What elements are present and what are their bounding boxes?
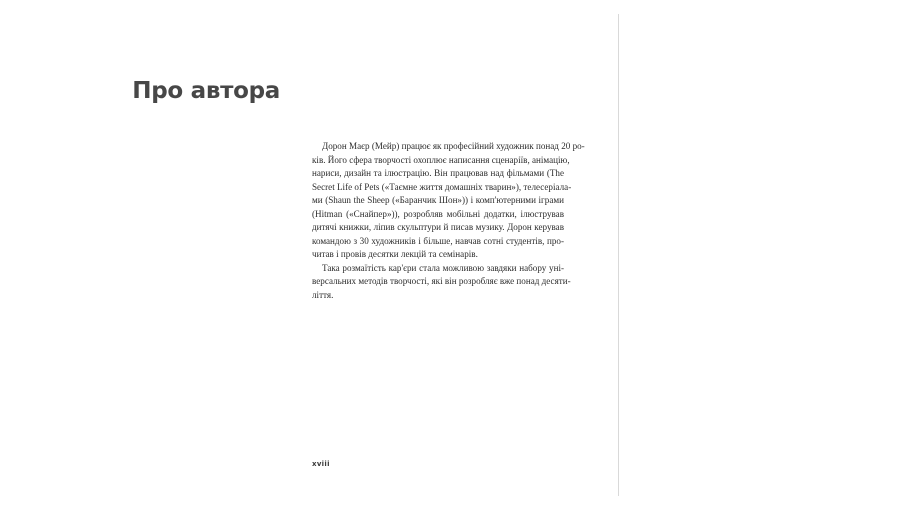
- text-line: Така розмаїтість кар'єри стала можливою завдяки набору уні-: [322, 262, 564, 273]
- text-line: дитячі книжки, ліпив скульптури й писав музику. Дорон керував: [312, 222, 564, 232]
- text-line: Дорон Маєр (Мейр) працює як професійний художник понад 20 ро-: [322, 141, 585, 151]
- paragraph-1: [312, 140, 585, 262]
- text-line: ліття.: [312, 289, 334, 300]
- page-number: xviii: [312, 460, 330, 468]
- text-line: ми (Shaun the Sheep («Баранчик Шон»)) і комп'ютерними іграми: [312, 195, 564, 205]
- text-line: Secret Life of Pets («Таємне життя домашніх тварин»), телесеріала-: [312, 181, 572, 192]
- text-line: читав і провів десятки лекцій та семінарів.: [312, 249, 478, 259]
- text-line: версальних методів творчості, які він розробляє вже понад десяти-: [312, 276, 571, 286]
- text-line: командою з 30 художників і більше, навчав сотні студентів, про-: [312, 235, 564, 246]
- page-edge-divider: [618, 14, 619, 496]
- text-line: ків. Його сфера творчості охоплює написання сценаріїв, анімацію,: [312, 154, 570, 165]
- page-title: Про автора: [132, 78, 280, 104]
- paragraph-2: [312, 262, 571, 303]
- body-text: [312, 140, 585, 302]
- text-line: нариси, дизайн та ілюстрацію. Він працював над фільмами (The: [312, 168, 564, 178]
- text-line: (Hitman («Снайпер»)), розробляв мобільні додатки, ілюстрував: [312, 208, 564, 219]
